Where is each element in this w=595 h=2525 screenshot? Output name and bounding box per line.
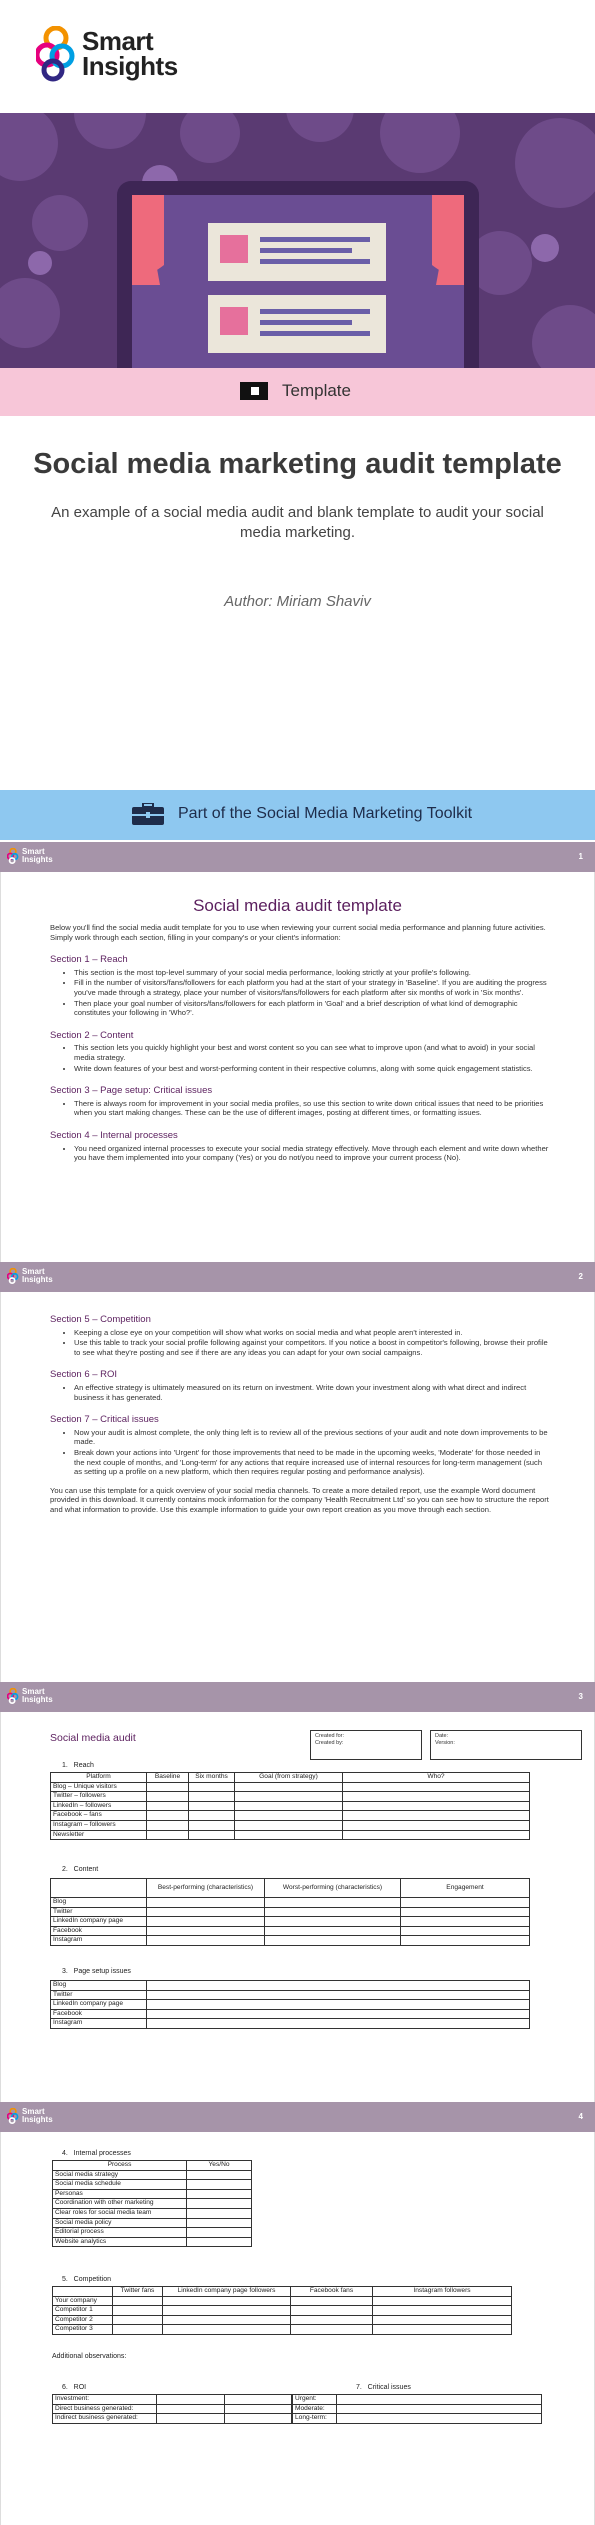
table-cell[interactable]: [157, 2414, 225, 2424]
roi-label: 6. ROI: [62, 2384, 87, 2391]
section-7-list: [74, 1428, 550, 1477]
table-cell[interactable]: [235, 1830, 343, 1840]
table-cell[interactable]: [163, 2306, 291, 2316]
table-header-row: [53, 2161, 252, 2171]
table-cell[interactable]: [235, 1792, 343, 1802]
logo-line1: Smart: [22, 847, 45, 856]
table-cell[interactable]: [163, 2325, 291, 2335]
competition-label: 5. Competition: [62, 2276, 112, 2283]
internal-label: 4. Internal processes: [62, 2150, 131, 2157]
logo-line1: Smart: [22, 1687, 45, 1696]
table-header: LinkedIn company page followers: [163, 2287, 291, 2297]
table-cell[interactable]: [147, 2019, 530, 2029]
table-header-row: [51, 1879, 530, 1898]
table-cell[interactable]: [373, 2306, 512, 2316]
content-table: [50, 1878, 530, 1946]
table-header: Who?: [343, 1773, 530, 1783]
table-cell[interactable]: [337, 2404, 542, 2414]
list-item: • Break down your actions into 'Urgent' for those improvements that need to be made in the upcoming weeks, 'Moderate' for those needed in the next couple of months, and 'Long-term' for any actions that require increased use of internal resources for long-term management (such as setting up a profile on a new platform, which then requires regular posting and performance analysis).: [74, 1448, 550, 1477]
page2-logo: [7, 1268, 53, 1284]
table-row: [51, 1782, 530, 1792]
table-header: Platform: [51, 1773, 147, 1783]
table-row: [293, 2395, 542, 2405]
row-label: Competitor 3: [53, 2325, 113, 2335]
list-item: • There is always room for improvement in your social media profiles, so use this section to write down critical issues that need to be priorities when you start making changes. These can be the use of different images, posting at different times, or formatting issues.: [74, 1099, 550, 1118]
logo-mark-icon: [7, 2108, 19, 2124]
table-cell[interactable]: [343, 1811, 530, 1821]
table-row: [53, 2395, 292, 2405]
table-cell[interactable]: [113, 2315, 163, 2325]
page-number: 1: [578, 852, 583, 861]
section-5-title: Section 5 – Competition: [50, 1314, 151, 1325]
row-label: Urgent:: [293, 2395, 337, 2405]
table-row: [53, 2237, 252, 2247]
row-label: Social media policy: [53, 2218, 187, 2228]
table-cell[interactable]: [113, 2325, 163, 2335]
table-cell[interactable]: [265, 1936, 401, 1946]
row-label: Twitter – followers: [51, 1792, 147, 1802]
table-cell[interactable]: [224, 2404, 292, 2414]
logo-line2: Insights: [82, 51, 178, 81]
table-row: [51, 1907, 530, 1917]
row-label: Blog: [51, 1981, 147, 1991]
table-cell[interactable]: [147, 1907, 265, 1917]
list-item: • Now your audit is almost complete, the only thing left is to review all of the previous sections of your audit and note down improvements to be made.: [74, 1428, 550, 1447]
row-label: Competitor 1: [53, 2306, 113, 2316]
logo-mark-icon: [7, 848, 19, 864]
table-cell[interactable]: [187, 2218, 252, 2228]
table-header: Worst-performing (characteristics): [265, 1879, 401, 1898]
page-number: 3: [578, 1692, 583, 1701]
table-cell[interactable]: [189, 1820, 235, 1830]
table-header: Baseline: [147, 1773, 189, 1783]
logo-line2: Insights: [22, 1695, 53, 1704]
section-6-list: [74, 1383, 550, 1402]
list-item: • This section is the most top-level summary of your social media performance, looking strictly at your profile's following.: [74, 968, 550, 978]
page1-body: [50, 923, 550, 1164]
logo-line2: Insights: [22, 1275, 53, 1284]
table-cell[interactable]: [291, 2315, 373, 2325]
logo-line2: Insights: [22, 855, 53, 864]
table-cell[interactable]: [291, 2296, 373, 2306]
table-cell[interactable]: [113, 2306, 163, 2316]
table-header: Instagram followers: [373, 2287, 512, 2297]
setup-table: [50, 1980, 530, 2029]
created-by-label: Created by:: [315, 1740, 344, 1746]
row-label: Social media strategy: [53, 2170, 187, 2180]
row-label: Newsletter: [51, 1830, 147, 1840]
row-label: Blog: [51, 1898, 147, 1908]
table-header: Yes/No: [187, 2161, 252, 2171]
table-cell[interactable]: [147, 2000, 530, 2010]
row-label: Facebook: [51, 1926, 147, 1936]
row-label: Direct business generated:: [53, 2404, 157, 2414]
row-label: LinkedIn company page: [51, 2000, 147, 2010]
row-label: Long-term:: [293, 2414, 337, 2424]
row-label: Moderate:: [293, 2404, 337, 2414]
page1-header: [0, 842, 595, 872]
smart-insights-logo[interactable]: [36, 26, 178, 82]
table-row: [53, 2306, 512, 2316]
section-2-list: [74, 1043, 550, 1073]
section-6-title: Section 6 – ROI: [50, 1369, 118, 1381]
page1-title: Social media audit template: [193, 896, 402, 915]
table-cell[interactable]: [235, 1811, 343, 1821]
page3-header: [0, 1682, 595, 1712]
table-row: [51, 1792, 530, 1802]
audit-title: Social media audit: [50, 1732, 136, 1744]
competition-table: [52, 2286, 512, 2335]
row-label: Website analytics: [53, 2237, 187, 2247]
table-header: [51, 1879, 147, 1898]
page-number: 2: [578, 1272, 583, 1281]
table-cell[interactable]: [187, 2189, 252, 2199]
table-cell[interactable]: [235, 1801, 343, 1811]
section-1-list: [74, 968, 550, 1018]
page1-intro: Below you'll find the social media audit template for you to use when reviewing your current social media performance and planning future activities. Simply work through each section, filling in your company's or your client's information:: [50, 923, 546, 942]
table-cell[interactable]: [187, 2170, 252, 2180]
row-label: Clear roles for social media team: [53, 2208, 187, 2218]
list-item: • This section lets you quickly highlight your best and worst content so you can see what to improve upon (and what to avoid) in your social media strategy.: [74, 1043, 550, 1062]
page1-logo: [7, 848, 53, 864]
table-cell[interactable]: [187, 2199, 252, 2209]
table-cell[interactable]: [235, 1820, 343, 1830]
section-7-title: Section 7 – Critical issues: [50, 1414, 159, 1426]
critical-label: 7. Critical issues: [356, 2384, 411, 2391]
table-cell[interactable]: [113, 2296, 163, 2306]
section-3-title: Section 3 – Page setup: Critical issues: [50, 1085, 213, 1097]
table-row: [51, 1917, 530, 1927]
table-cell[interactable]: [373, 2325, 512, 2335]
table-cell[interactable]: [147, 1792, 189, 1802]
table-row: [53, 2189, 252, 2199]
row-label: Your company: [53, 2296, 113, 2306]
table-row: [51, 1801, 530, 1811]
template-badge: Template: [282, 381, 351, 400]
table-cell[interactable]: [373, 2296, 512, 2306]
table-cell[interactable]: [189, 1830, 235, 1840]
table-row: [51, 1926, 530, 1936]
logo-line1: Smart: [22, 2107, 45, 2116]
table-cell[interactable]: [291, 2306, 373, 2316]
hero-illustration: [0, 113, 595, 368]
row-label: Instagram: [51, 1936, 147, 1946]
critical-table: [292, 2394, 542, 2424]
additional-observations: Additional observations:: [52, 2353, 127, 2360]
table-cell[interactable]: [235, 1782, 343, 1792]
created-for-label: Created for:: [315, 1733, 345, 1739]
page2-body: [50, 1302, 550, 1517]
toolkit-link[interactable]: Part of the Social Media Marketing Toolkit: [178, 805, 473, 822]
list-item: • An effective strategy is ultimately measured on its return on investment. Write down your investment along with what direct and indirect business it has generated.: [74, 1383, 550, 1402]
table-header: Twitter fans: [113, 2287, 163, 2297]
speech-bubbles-illustration-icon: [0, 113, 595, 368]
table-row: [51, 1990, 530, 2000]
table-cell[interactable]: [189, 1782, 235, 1792]
table-cell[interactable]: [147, 1782, 189, 1792]
table-row: [53, 2404, 292, 2414]
table-row: [51, 2000, 530, 2010]
table-cell[interactable]: [147, 1917, 265, 1927]
table-cell[interactable]: [147, 1990, 530, 2000]
list-item: • Keeping a close eye on your competition will show what works on social media and what people aren't interested in.: [74, 1328, 550, 1338]
table-cell[interactable]: [157, 2404, 225, 2414]
table-row: [293, 2414, 542, 2424]
table-header: [53, 2287, 113, 2297]
page2-header: [0, 1262, 595, 1292]
date-label: Date:: [435, 1733, 449, 1739]
template-icon: [240, 382, 268, 400]
table-cell[interactable]: [265, 1907, 401, 1917]
table-cell[interactable]: [337, 2395, 542, 2405]
row-label: Instagram: [51, 2019, 147, 2029]
cover-subtitle: An example of a social media audit and blank template to audit your social media marketing.: [51, 504, 544, 541]
table-cell[interactable]: [187, 2180, 252, 2190]
table-row: [51, 1811, 530, 1821]
table-cell[interactable]: [265, 1926, 401, 1936]
table-row: [51, 1830, 530, 1840]
table-cell[interactable]: [401, 1907, 530, 1917]
table-row: [51, 1936, 530, 1946]
table-cell[interactable]: [265, 1917, 401, 1927]
row-label: Editorial process: [53, 2228, 187, 2238]
page4-header: [0, 2102, 595, 2132]
table-cell[interactable]: [147, 1820, 189, 1830]
table-row: [53, 2325, 512, 2335]
content-label: 2. Content: [62, 1866, 99, 1873]
section-4-title: Section 4 – Internal processes: [50, 1129, 178, 1141]
page-number: 4: [578, 2112, 583, 2121]
table-cell[interactable]: [224, 2414, 292, 2424]
table-cell[interactable]: [187, 2208, 252, 2218]
logo-line2: Insights: [22, 2115, 53, 2124]
internal-table: [52, 2160, 252, 2247]
table-header: Facebook fans: [291, 2287, 373, 2297]
table-cell[interactable]: [401, 1917, 530, 1927]
table-row: [53, 2170, 252, 2180]
table-cell[interactable]: [187, 2237, 252, 2247]
logo-line1: Smart: [82, 26, 154, 56]
table-cell[interactable]: [147, 1898, 265, 1908]
table-cell[interactable]: [147, 1830, 189, 1840]
section-1-title: Section 1 – Reach: [50, 954, 128, 966]
section-3-list: [74, 1099, 550, 1118]
row-label: Indirect business generated:: [53, 2414, 157, 2424]
row-label: Blog – Unique visitors: [51, 1782, 147, 1792]
table-cell[interactable]: [291, 2325, 373, 2335]
table-row: [51, 1820, 530, 1830]
table-cell[interactable]: [373, 2315, 512, 2325]
list-item: • You need organized internal processes to execute your social media strategy effectively. Move through each element and write down whether you have them implemented into your company (Yes) or you do not/you need to improve your current process (No).: [74, 1144, 550, 1163]
table-cell[interactable]: [401, 1898, 530, 1908]
reach-label: 1. Reach: [62, 1762, 94, 1769]
table-row: [53, 2180, 252, 2190]
table-row: [53, 2208, 252, 2218]
page3-logo: [7, 1688, 53, 1704]
table-cell[interactable]: [147, 1811, 189, 1821]
table-cell[interactable]: [163, 2296, 291, 2306]
section-5-list: [74, 1328, 550, 1358]
table-cell[interactable]: [343, 1830, 530, 1840]
table-header-row: [51, 1773, 530, 1783]
row-label: Coordination with other marketing: [53, 2199, 187, 2209]
table-row: [53, 2228, 252, 2238]
table-row: [51, 2019, 530, 2029]
section-2-title: Section 2 – Content: [50, 1029, 134, 1041]
briefcase-icon: [132, 803, 164, 825]
table-header: Process: [53, 2161, 187, 2171]
table-row: [51, 2009, 530, 2019]
logo-mark-icon: [7, 1688, 19, 1704]
section-4-list: [74, 1144, 550, 1163]
list-item: • Write down features of your best and worst-performing content in their respective columns, along with some quick engagement statistics.: [74, 1064, 550, 1074]
table-header: Best-performing (characteristics): [147, 1879, 265, 1898]
table-cell[interactable]: [343, 1782, 530, 1792]
row-label: Social media schedule: [53, 2180, 187, 2190]
page2-closing: You can use this template for a quick overview of your social media channels. To create a more detailed report, use the example Word document provided in this download. It currently contains mock information for the company 'Health Recruitment Ltd' so you can see how to structure the report and what information to provide. Use this example information to guide your own report creation as you move through each section.: [50, 1485, 549, 1514]
table-header: Engagement: [401, 1879, 530, 1898]
table-cell[interactable]: [401, 1926, 530, 1936]
table-cell[interactable]: [147, 1801, 189, 1811]
table-row: [293, 2404, 542, 2414]
row-label: Facebook: [51, 2009, 147, 2019]
table-row: [51, 1981, 530, 1991]
table-row: [53, 2296, 512, 2306]
version-label: Version:: [435, 1740, 455, 1746]
row-label: Competitor 2: [53, 2315, 113, 2325]
row-label: Twitter: [51, 1907, 147, 1917]
table-row: [51, 1898, 530, 1908]
table-cell[interactable]: [224, 2395, 292, 2405]
table-cell[interactable]: [189, 1801, 235, 1811]
table-cell[interactable]: [189, 1811, 235, 1821]
table-cell[interactable]: [343, 1820, 530, 1830]
table-cell[interactable]: [189, 1792, 235, 1802]
table-cell[interactable]: [163, 2315, 291, 2325]
page4-logo: [7, 2108, 53, 2124]
table-cell[interactable]: [343, 1801, 530, 1811]
row-label: Twitter: [51, 1990, 147, 2000]
info-box-created[interactable]: [310, 1730, 422, 1760]
list-item: • Fill in the number of visitors/fans/followers for each platform you had at the start of your strategy in 'Baseline'. If you are auditing the progress you've made through a strategy, place your number of visitors/fans/followers for each platform after six months of work in 'Six months'.: [74, 978, 550, 997]
table-cell[interactable]: [187, 2228, 252, 2238]
list-item: • Then place your goal number of visitors/fans/followers for each platform in 'Goal' and a brief description of what kind of demographic constitutes your following in 'Who?'.: [74, 999, 550, 1018]
row-label: Instagram – followers: [51, 1820, 147, 1830]
table-header: Six months: [189, 1773, 235, 1783]
table-cell[interactable]: [401, 1936, 530, 1946]
reach-table: [50, 1772, 530, 1840]
setup-label: 3. Page setup issues: [62, 1968, 131, 1975]
table-header: Goal (from strategy): [235, 1773, 343, 1783]
logo-mark-icon: [36, 26, 76, 82]
cover-author: Author: Miriam Shaviv: [224, 593, 371, 610]
table-row: [53, 2315, 512, 2325]
roi-table: [52, 2394, 292, 2424]
list-item: • Use this table to track your social profile following against your competitors. If you notice a boost in competitor's following, browse their profile to see what they're posting and see if there are any ideas you can adapt for your own social campaigns.: [74, 1338, 550, 1357]
row-label: LinkedIn company page: [51, 1917, 147, 1927]
table-row: [53, 2199, 252, 2209]
cover-title: Social media marketing audit template: [33, 448, 562, 480]
logo-line1: Smart: [22, 1267, 45, 1276]
table-cell[interactable]: [147, 2009, 530, 2019]
table-cell[interactable]: [147, 1981, 530, 1991]
info-box-date[interactable]: [430, 1730, 582, 1760]
cover-logo-bar: [0, 0, 595, 113]
row-label: LinkedIn – followers: [51, 1801, 147, 1811]
table-cell[interactable]: [343, 1792, 530, 1802]
table-cell[interactable]: [147, 1926, 265, 1936]
table-cell[interactable]: [337, 2414, 542, 2424]
table-row: [53, 2414, 292, 2424]
table-header-row: [53, 2287, 512, 2297]
row-label: Investment:: [53, 2395, 157, 2405]
logo-mark-icon: [7, 1268, 19, 1284]
table-cell[interactable]: [265, 1898, 401, 1908]
row-label: Facebook – fans: [51, 1811, 147, 1821]
table-cell[interactable]: [147, 1936, 265, 1946]
row-label: Personas: [53, 2189, 187, 2199]
table-cell[interactable]: [157, 2395, 225, 2405]
table-row: [53, 2218, 252, 2228]
